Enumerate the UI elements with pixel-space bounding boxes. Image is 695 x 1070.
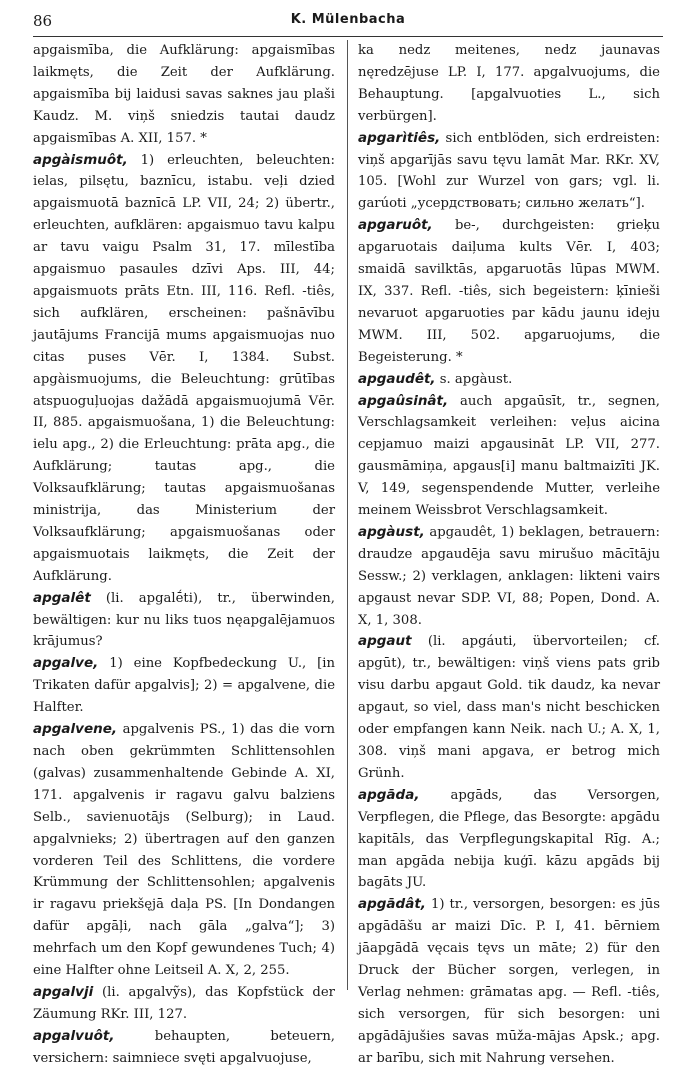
entry-text: sich entblöden, sich erdreisten: viņš apgarījās savu tęvu lamāt Mar. RKr. XV, 105. [Wohl zur Wurzel von gars; vgl. li. garúoti „усердствовать; сильно желать“]. <box>358 130 660 212</box>
dictionary-entry <box>358 522 660 632</box>
dictionary-entry <box>358 40 660 128</box>
page-header <box>33 8 663 32</box>
entry-text: be-, durchgeisten: grieķu apgaruotais daiļuma kults Vēr. I, 403; smaidā savilktās, apgaruotās lūpas MWM. IX, 337. Refl. -tiês, sich begeistern: ķīnieši nevaruot apgaruoties par kādu jaunu ideju MWM. III, 502. apgaruojums, die Begeisterung. * <box>358 218 660 365</box>
dictionary-entry <box>358 369 660 391</box>
dictionary-entry <box>358 128 660 216</box>
entry-headword: apgàust, <box>358 523 425 540</box>
entry-headword: apgalve, <box>33 655 99 672</box>
entry-text: apgāds, das Versorgen, Verpflegen, die Pflege, das Besorgte: apgādu kapitāls, das Verpflegungskapital Rīg. A.; man apgāda nebija kuģī. kāzu apgāds bij bagāts JU. <box>358 787 660 891</box>
entry-headword: apgarìtiês, <box>358 129 441 146</box>
entry-headword: apgalvene, <box>33 721 118 738</box>
dictionary-entry <box>33 40 335 150</box>
header-rule <box>33 36 663 37</box>
dictionary-entry <box>33 150 335 588</box>
entry-text: (li. apgalvỹs), das Kopfstück der Zäumung RKr. III, 127. <box>33 984 335 1022</box>
entry-text: 1) tr., versorgen, besorgen: es jūs apgādāšu ar maizi Dīc. P. I, 41. bērniem jāapgādā vęcais tęvs un māte; 2) für den Druck der Bücher sorgen, verlegen, in Verlag nehmen: grāmatas apg. — Refl. -tiês, sich versorgen, für sich besorgen: uni apgādājušies savas mūža-mājas Apsk.; apg. ar barību, sich mit Nahrung versehen. <box>358 897 660 1066</box>
entry-text: apgalvenis PS., 1) das die vorn nach oben gekrümmten Schlittensohlen (galvas) zusammenhaltende Gebinde A. XI, 171. apgalvenis ir ragavu galvu balziens Selb., savienuotājs (Selburg); in Laud. apgalvnieks; 2) übertragen auf den ganzen vorderen Teil des Schlittens, die vordere Krümmung der Schlittensohlen; apgalvenis ir ragavu priekšęjā daļa PS. [In Dondangen dafür apgāļi, nach gāla „galva“]; 3) mehrfach um den Kopf gewundenes Tuch; 4) eine Halfter ohne Leitseil A. X, 2, 255. <box>33 722 335 979</box>
entry-text: apgaudêt, 1) beklagen, betrauern: draudze apgaudēja savu mirušuo mācītāju Sessw.; 2) verklagen, anklagen: likteni vairs apgaust nevar SDP. VI, 88; Popen, Dond. A. X, 1, 308. <box>358 524 660 628</box>
entry-headword: apgaruôt, <box>358 217 433 234</box>
dictionary-entry <box>358 894 660 1069</box>
entry-headword: apgaudêt, <box>358 370 436 387</box>
entry-text: (li. apgalḗti), tr., überwinden, bewältigen: kur nu liks tuos nęapgalējamuos krājumus? <box>33 590 335 650</box>
dictionary-entry <box>358 785 660 895</box>
dictionary-entry <box>358 631 660 784</box>
entry-headword: apgalvuôt, <box>33 1027 115 1044</box>
entry-headword: apgalêt <box>33 589 91 606</box>
dictionary-entry <box>33 1026 335 1070</box>
dictionary-entry <box>33 719 335 982</box>
dictionary-entry <box>33 588 335 654</box>
entry-headword: apgalvji <box>33 983 94 1000</box>
column-divider <box>347 40 348 990</box>
entry-text: auch apgaūsīt, tr., segnen, Verschlagsamkeit verleihen: veļus aicina cepjamuo maizi apgausināt LP. VII, 277. gausmāmiņa, apgaus[i] manu baltmaizīti JK. V, 149, segenspendende Mutter, verleihe meinem Weissbrot Verschlagsamkeit. <box>358 393 660 519</box>
dictionary-entry <box>33 653 335 719</box>
entry-text: s. apgàust. <box>439 371 513 387</box>
entry-headword: apgaut <box>358 633 412 650</box>
entry-text: 1) erleuchten, beleuchten: ielas, pilsętu, baznīcu, istabu. veļi dzied apgaismuotā baznīcā LP. VII, 24; 2) übertr., erleuchten, aufklären: apgaismuo tavu kalpu ar tavu vaigu Psalm 31, 17. mīlestība apgaismuo pasaules dzīvi Aps. III, 44; apgaismuots prāts Etn. III, 116. Refl. -tiês, sich aufklären, erscheinen: pašnāvību jautājums Francijā mums apgaismuojas nuo citas puses Vēr. I, 1384. Subst. apgàismuojums, die Beleuchtung: grūtības atspuoguļuojas dažādā apgaismuojumā Vēr. II, 885. apgaismuošana, 1) die Beleuchtung: ielu apg., 2) die Erleuchtung: prāta apg., die Aufklärung; tautas apg., die Volksaufklärung; tautas apgaismuošanas ministrija, das Ministerium der Volksaufklärung; apgaismuošanas oder apgaismuotais laikmęts, die Zeit der Aufklärung. <box>33 152 335 584</box>
entry-text: ka nedz meitenes, nedz jaunavas nęredzējuse LP. I, 177. apgalvuojums, die Behauptung. [apgalvuoties L., sich verbürgen]. <box>358 43 660 124</box>
entry-text: (li. apgáuti, übervorteilen; cf. apgūt), tr., bewältigen: viņš viens pats grib visu darbu apgaut Gold. tik daudz, ka nevar apgaut, so viel, dass man's nicht beschicken oder empfangen kann Neik. nach U.; A. X, 1, 308. viņš mani apgava, er betrog mich Grünh. <box>358 634 660 781</box>
dictionary-entry <box>358 391 660 522</box>
dictionary-entry <box>33 982 335 1026</box>
entry-text: behaupten, beteuern, versichern: saimniece svęti apgalvuojuse, <box>33 1028 335 1066</box>
running-head: K. Mülenbacha <box>290 12 406 27</box>
dictionary-entry <box>358 215 660 368</box>
right-column <box>358 40 660 1066</box>
entry-headword: apgàismuôt, <box>33 151 128 168</box>
page-number: 86 <box>33 12 53 30</box>
entry-text: 1) eine Kopfbedeckung U., [in Trikaten dafür apgalvis]; 2) = apgalvene, die Halfter. <box>33 656 335 716</box>
entry-headword: apgāda, <box>358 786 420 803</box>
entry-text: apgaismība, die Aufklärung: apgaismības laikmęts, die Zeit der Aufklärung. apgaismība bij laidusi savas saknes jau plaši Kaudz. M. viņš sniedzis tautai daudz apgaismības A. XII, 157. * <box>33 43 335 146</box>
entry-headword: apgaûsinât, <box>358 392 449 409</box>
entry-headword: apgādât, <box>358 896 426 913</box>
left-column <box>33 40 335 1066</box>
